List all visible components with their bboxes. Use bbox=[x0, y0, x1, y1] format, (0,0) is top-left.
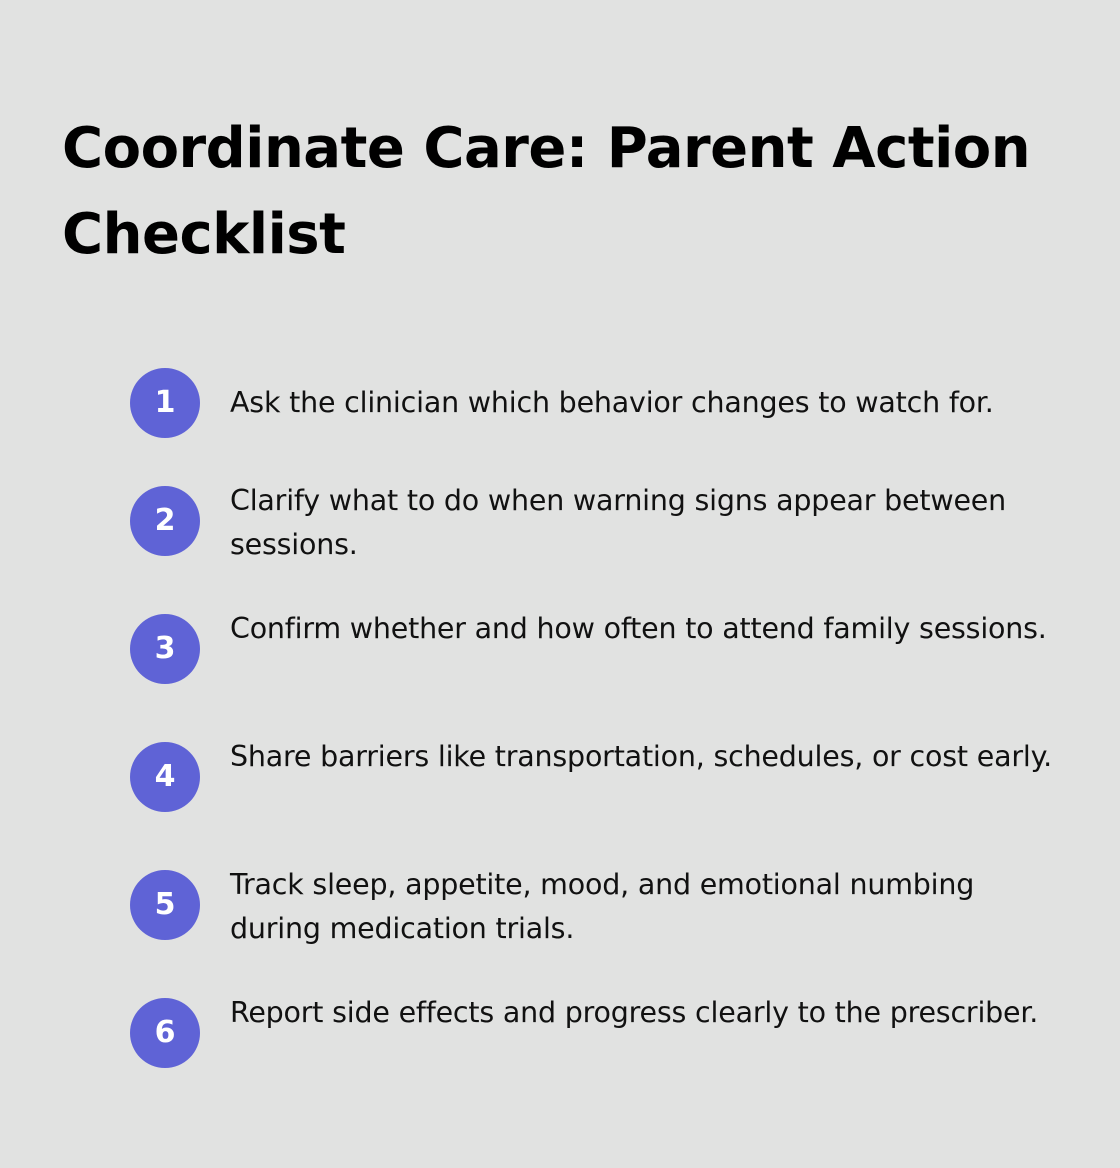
checklist-item-text: Confirm whether and how often to attend family sessions. bbox=[230, 612, 1047, 645]
checklist-item-text: Report side effects and progress clearly to the prescriber. bbox=[230, 996, 1039, 1029]
step-number-badge: 2 bbox=[130, 486, 200, 556]
checklist-item-text: Clarify what to do when warning signs appear between sessions. bbox=[230, 484, 1007, 561]
step-number-badge: 5 bbox=[130, 870, 200, 940]
step-number-badge: 6 bbox=[130, 998, 200, 1068]
step-number-badge: 4 bbox=[130, 742, 200, 812]
step-number-badge: 3 bbox=[130, 614, 200, 684]
checklist-item-text: Track sleep, appetite, mood, and emotional numbing during medication trials. bbox=[230, 868, 975, 945]
step-number-badge: 1 bbox=[130, 368, 200, 438]
checklist-item-text: Ask the clinician which behavior changes to watch for. bbox=[230, 386, 994, 419]
page-title: Coordinate Care: Parent Action Checklist bbox=[62, 116, 1031, 267]
checklist-item-text: Share barriers like transportation, schedules, or cost early. bbox=[230, 740, 1053, 773]
